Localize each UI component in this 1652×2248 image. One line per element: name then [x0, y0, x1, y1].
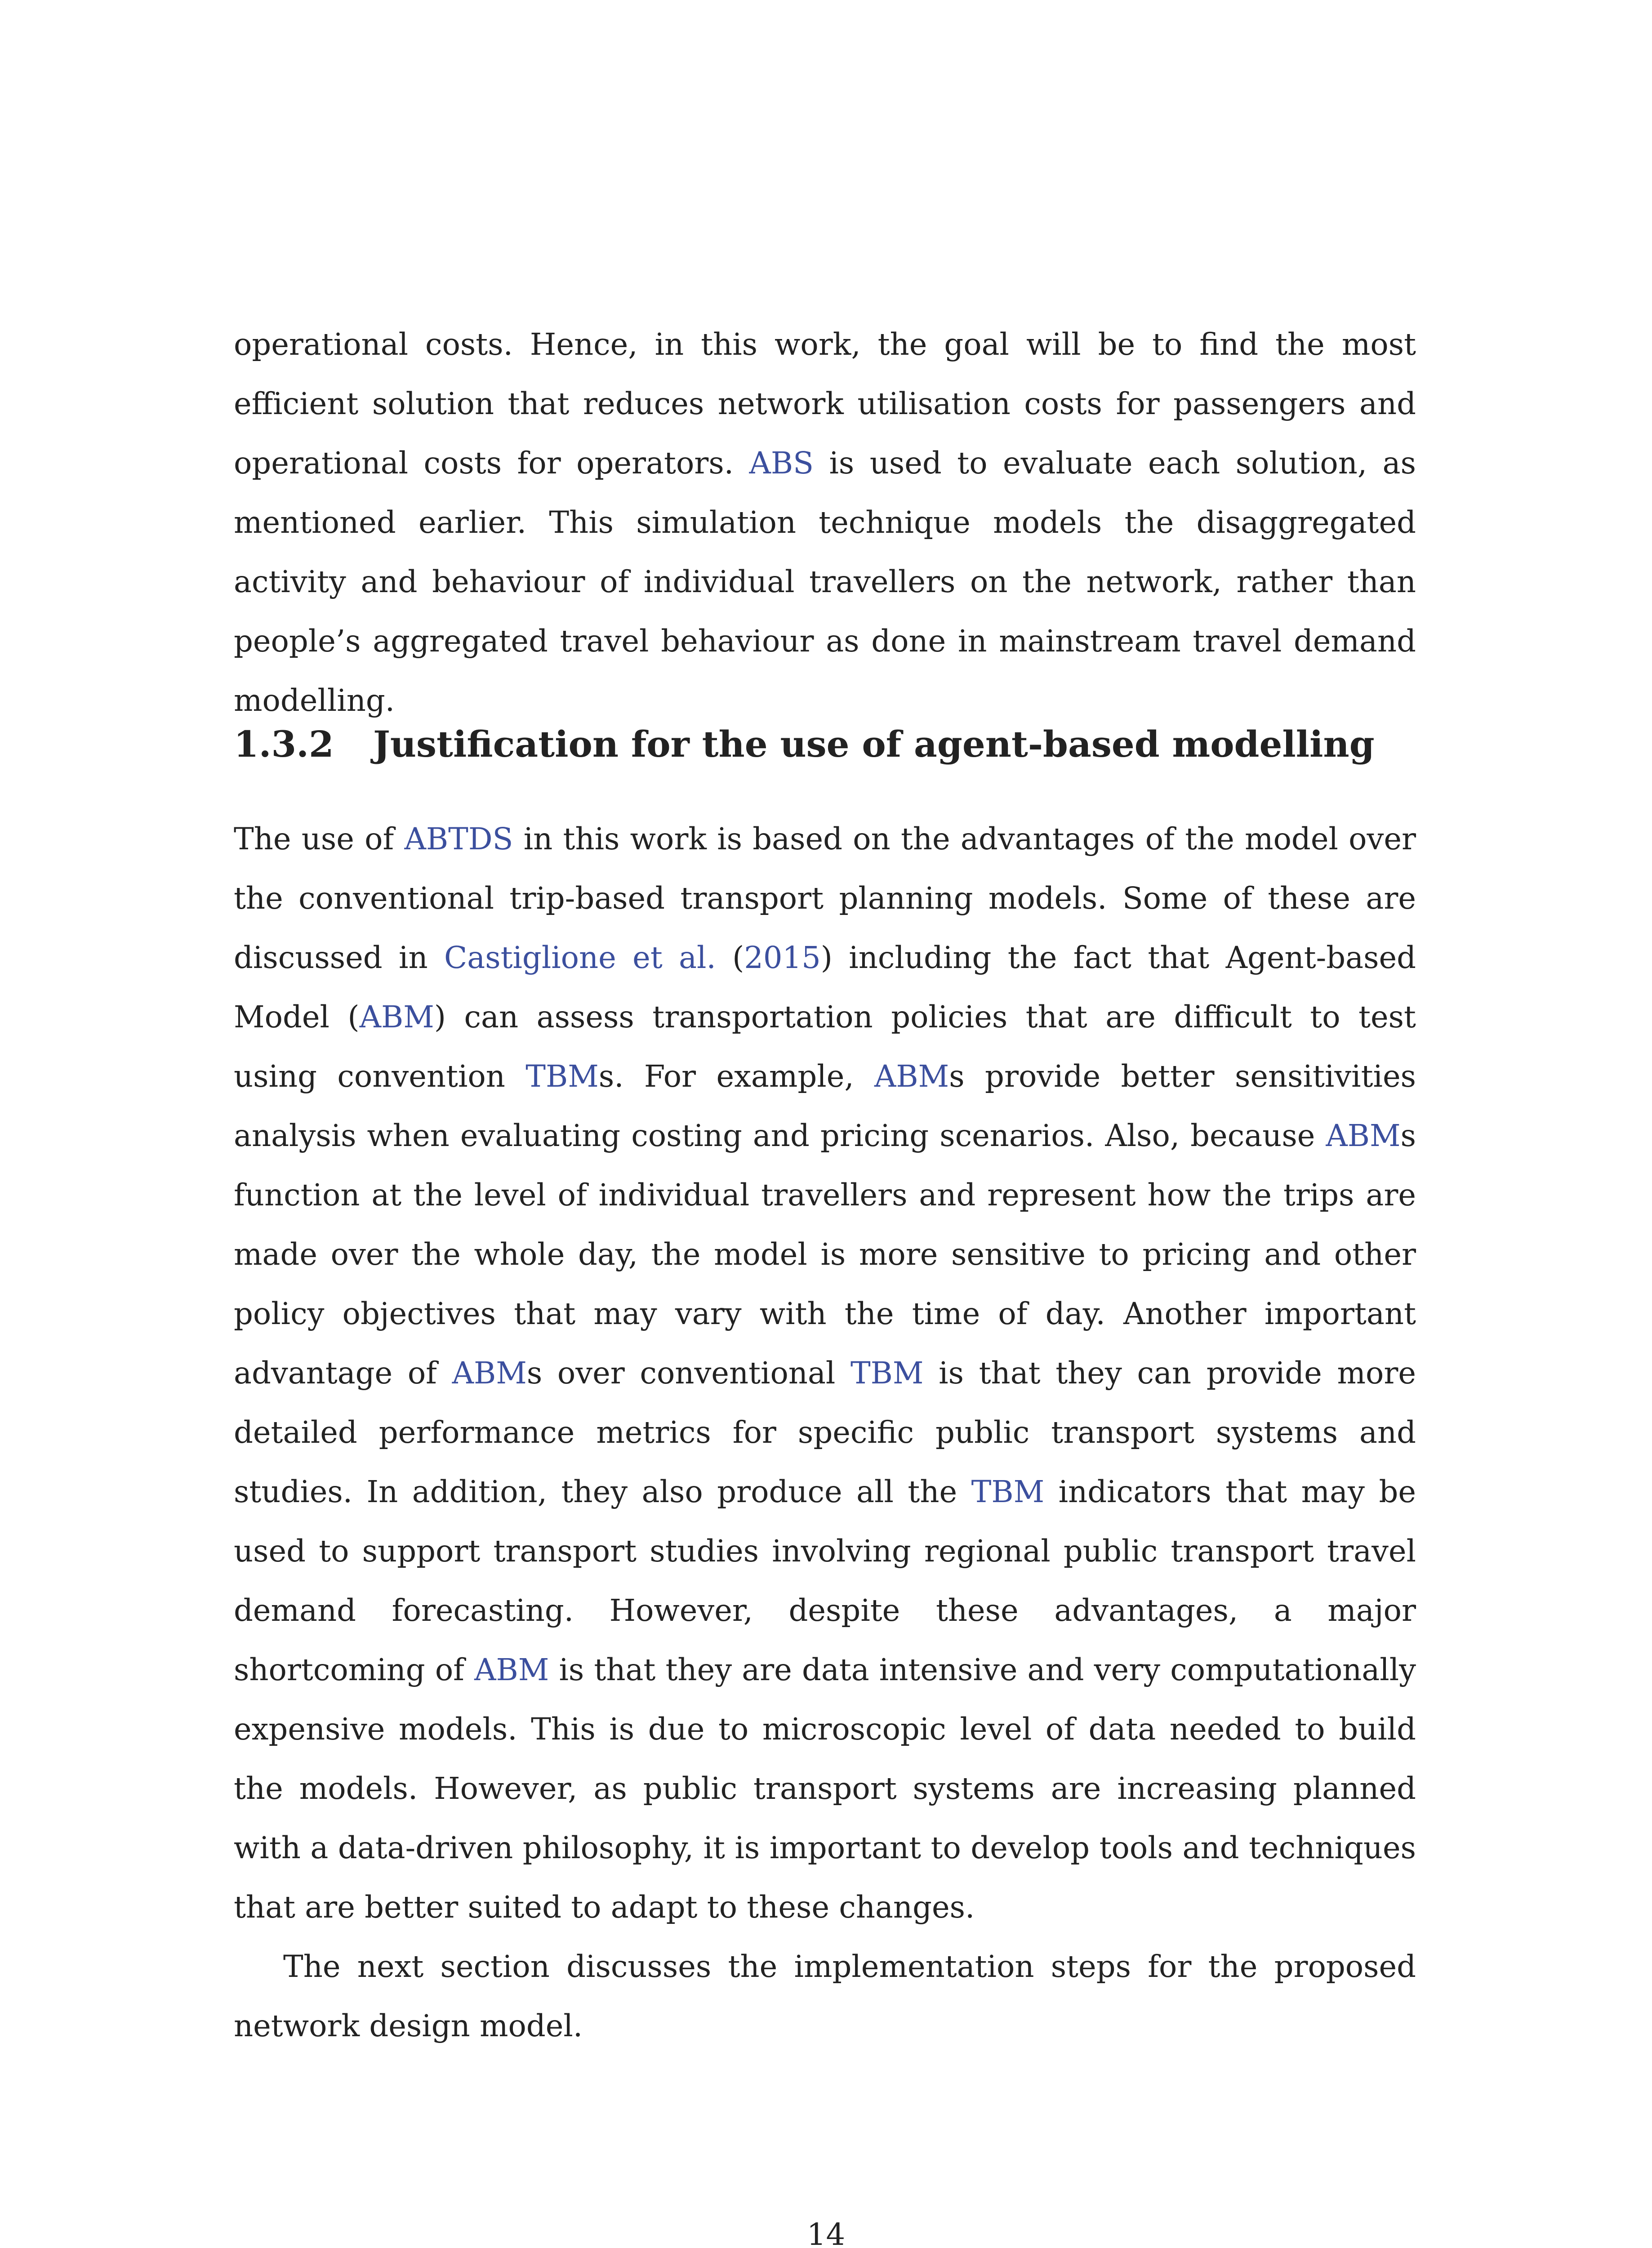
main-text-block	[234, 809, 1416, 2056]
main-text-part-10: is that they can provide more detailed performance metrics for specific public transport systems and studies. In addition, they also produce all the	[234, 1356, 1416, 1509]
main-text-part-1: The use of	[234, 821, 405, 856]
citation-author-link[interactable]: Castiglione et al.	[444, 940, 716, 975]
main-text-part-6: s. For example,	[598, 1059, 875, 1094]
next-section-paragraph: The next section discusses the implementation steps for the proposed network design model.	[234, 1949, 1416, 2043]
section-number: 1.3.2	[234, 723, 334, 765]
tbm-acronym-link[interactable]: TBM	[971, 1474, 1045, 1509]
intro-text-part-2: is used to evaluate each solution, as mentioned earlier. This simulation technique models the disaggregated activity and behaviour of individual travellers on the network, rather than people’s aggregated travel behaviour as done in mainstream travel demand modelling.	[234, 446, 1416, 718]
abtds-acronym-link[interactable]: ABTDS	[404, 821, 513, 856]
intro-paragraph	[234, 315, 1416, 730]
main-text-part-12: is that they are data intensive and very computationally expensive models. This is due to microscopic level of data needed to build the models. However, as public transport systems are increasing planned with a data-driven philosophy, it is important to develop tools and techniques that are better suited to adapt to these changes.	[234, 1652, 1416, 1925]
main-text-part-2: in this work is based on the advantages of the model over the conventional trip-based transport planning models. Some of these are discussed in	[234, 821, 1416, 975]
abm-acronym-link[interactable]: ABM	[474, 1652, 549, 1687]
main-text-part-4: ) including the fact that Agent-based Model (	[234, 940, 1416, 1035]
main-paragraph	[234, 809, 1416, 1937]
main-text-part-8: s function at the level of individual travellers and represent how the trips are made over the whole day, the model is more sensitive to pricing and other policy objectives that may vary with the time of day. Another important advantage of	[234, 1118, 1416, 1391]
abm-acronym-link[interactable]: ABM	[1326, 1118, 1401, 1153]
main-text-part-9: s over conventional	[526, 1356, 850, 1391]
main-text-part-7: s provide better sensitivities analysis when evaluating costing and pricing scenarios. Also, because	[234, 1059, 1416, 1153]
section-heading	[234, 719, 1416, 769]
abm-acronym-link[interactable]: ABM	[874, 1059, 949, 1094]
abm-acronym-link[interactable]: ABM	[359, 999, 434, 1035]
main-text-part-11: indicators that may be used to support transport studies involving regional public transport travel demand forecasting. However, despite these advantages, a major shortcoming of	[234, 1474, 1416, 1687]
intro-text-part-1: operational costs. Hence, in this work, the goal will be to find the most efficient solution that reduces network utilisation costs for passengers and operational costs for operators.	[234, 327, 1416, 481]
main-text-part-3: (	[716, 940, 744, 975]
main-text-part-5: ) can assess transportation policies that are difficult to test using convention	[234, 999, 1416, 1094]
tbm-acronym-link[interactable]: TBM	[850, 1356, 924, 1391]
abs-acronym-link[interactable]: ABS	[749, 446, 814, 481]
page-number: 14	[806, 2217, 846, 2248]
section-title: Justification for the use of agent-based modelling	[373, 723, 1375, 765]
citation-year-link[interactable]: 2015	[744, 940, 821, 975]
intro-text-block	[234, 315, 1416, 730]
tbm-acronym-link[interactable]: TBM	[525, 1059, 599, 1094]
abm-acronym-link[interactable]: ABM	[452, 1356, 527, 1391]
